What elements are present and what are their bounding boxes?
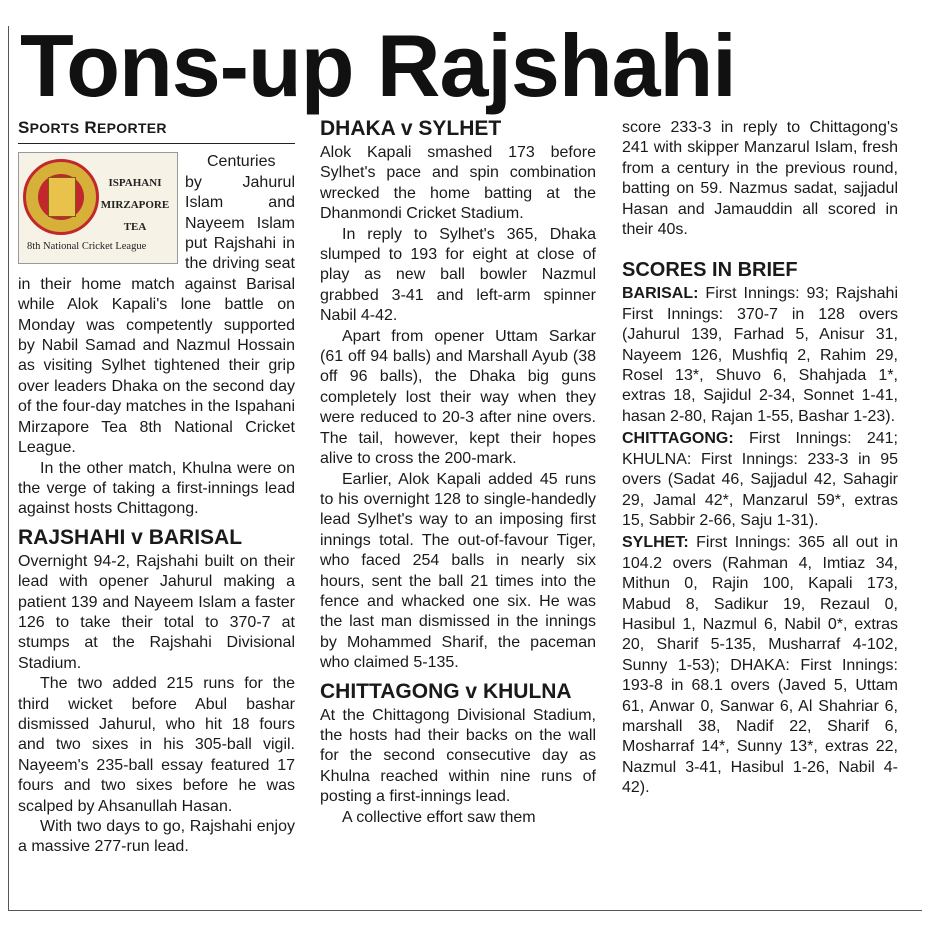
- intro-paragraph: Centuries by Jahurul Islam and Nayeem Islam put Rajshahi in the driving seat in their home match against Barisal while Alok Kapali's lone battle on Monday was competently supported by Nabil Samad and Nazmul Hossain as visiting Sylhet tightened their grip over leaders Dhaka on the second day of the four-day matches in the Ispahani Mirzapore Tea 8th National Cricket League.: [18, 153, 295, 457]
- column-2: [320, 118, 596, 828]
- headline: Tons-up Rajshahi: [20, 16, 736, 115]
- logo-brand-line3: TEA: [123, 221, 147, 234]
- logo-brand-line2: MIRZAPORE: [100, 199, 170, 212]
- subhead-rajshahi-barisal: RAJSHAHI v BARISAL: [18, 525, 243, 549]
- intro-paragraph-2: In the other match, Khulna were on the verge of taking a first-innings lead against hosts Chittagong.: [18, 459, 295, 518]
- dhaka-p4: Earlier, Alok Kapali added 45 runs to his overnight 128 to single-handedly lead Sylhet's way to an imposing first innings total. The out-of-favour Tiger, who faced 254 balls in nearly six hours, sent the ball 21 times into the fence and whacked one six. He was the last man dismissed in the innings by Mohammed Sharif, the paceman who claimed 5-135.: [320, 470, 596, 672]
- chittagong-p2: A collective effort saw them: [342, 808, 536, 826]
- rajshahi-p1: Overnight 94-2, Rajshahi built on their lead with opener Jahurul making a patient 139 and Nayeem Islam a faster 126 to take their total to 370-7 at stumps at the Rajshahi Divisional Stadium.: [18, 552, 295, 672]
- score-barisal: BARISAL: First Innings: 93; Rajshahi First Innings: 370-7 in 128 overs (Jahurul 139, Farhad 5, Anisur 31, Nayeem 126, Mushfiq 2, Rahim 29, Rosel 13*, Shuvo 6, Shahjada 1*, extras 18, Sajidul 2-34, Sonnet 1-41, hasan 2-80, Rajan 1-55, Bashar 1-23).: [622, 285, 898, 425]
- dhaka-p2: In reply to Sylhet's 365, Dhaka slumped to 193 for eight at close of play as new ball bowler Nazmul grabbed 3-41 and left-arm spinner Nabil 4-42.: [320, 225, 596, 325]
- subhead-chittagong-khulna: CHITTAGONG v KHULNA: [320, 679, 572, 703]
- rajshahi-p2: The two added 215 runs for the third wicket before Abul bashar dismissed Jahurul, who hit 18 fours and two sixes in his 305-ball vigil. Nayeem's 235-ball essay featured 17 fours and two sixes before he was scalped by Ahsanullah Hasan.: [18, 675, 295, 815]
- rajshahi-p3: With two days to go, Rajshahi enjoy a massive 277-run lead.: [18, 818, 295, 856]
- chittagong-p3: score 233-3 in reply to Chittagong's 241 with skipper Manzarul Islam, fresh from a century in the previous round, batting on 59. Nazmus sadat, sajjadul Hasan and Jamauddin all scored in their 40s.: [622, 119, 898, 239]
- column-1: [18, 118, 295, 858]
- dhaka-p1: Alok Kapali smashed 173 before Sylhet's pace and spin combination wrecked the home batting at the Dhanmondi Cricket Stadium.: [320, 144, 596, 223]
- score-sylhet: SYLHET: First Innings: 365 all out in 104.2 overs (Rahman 4, Imtiaz 34, Mithun 0, Rajin 100, Kapali 173, Mabud 8, Sadikur 19, Rezaul 0, Hasibul 1, Nazmul 6, Nabil 0*, extras 20, Sharif 5-135, Musharraf 4-102, Sunny 1-53); DHAKA: First Innings: 193-8 in 68.1 overs (Javed 5, Uttam 61, Anwar 0, Sanwar 6, Al Shahriar 6, marshall 38, Nadif 22, Sharif 6, Mosharraf 14*, Sunny 13*, extras 22, Nazmul 3-41, Hasibul 1-26, Nabil 4-42).: [622, 534, 898, 797]
- subhead-dhaka-sylhet: DHAKA v SYLHET: [320, 117, 502, 140]
- tea-pack-emblem-icon: [23, 159, 99, 235]
- league-logo: [18, 152, 178, 264]
- scores-block: [622, 284, 898, 798]
- scores-in-brief-heading: SCORES IN BRIEF: [622, 259, 798, 282]
- score-chittagong: CHITTAGONG: First Innings: 241; KHULNA: First Innings: 233-3 in 95 overs (Sadat 46, Sajjadul 42, Sahagir 29, Jamal 42*, Manzarul 59*, extras 15, Sabbir 2-66, Saju 1-31).: [622, 430, 898, 529]
- chittagong-p1: At the Chittagong Divisional Stadium, the hosts had their backs on the wall for the second consecutive day as Khulna reached within nine runs of posting a first-innings lead.: [320, 706, 596, 806]
- logo-brand-line1: ISPAHANI: [108, 177, 162, 190]
- column-3: [622, 118, 898, 799]
- byline: SPORTS REPORTER: [18, 118, 295, 144]
- dhaka-p3: Apart from opener Uttam Sarkar (61 off 94 balls) and Marshall Ayub (38 off 96 balls), the Dhaka big guns completely lost their way when they were reduced to 20-3 after nine overs. The tail, however, kept their hopes alive to cross the 200-mark.: [320, 327, 596, 468]
- logo-league-name: 8th National Cricket League: [27, 241, 147, 252]
